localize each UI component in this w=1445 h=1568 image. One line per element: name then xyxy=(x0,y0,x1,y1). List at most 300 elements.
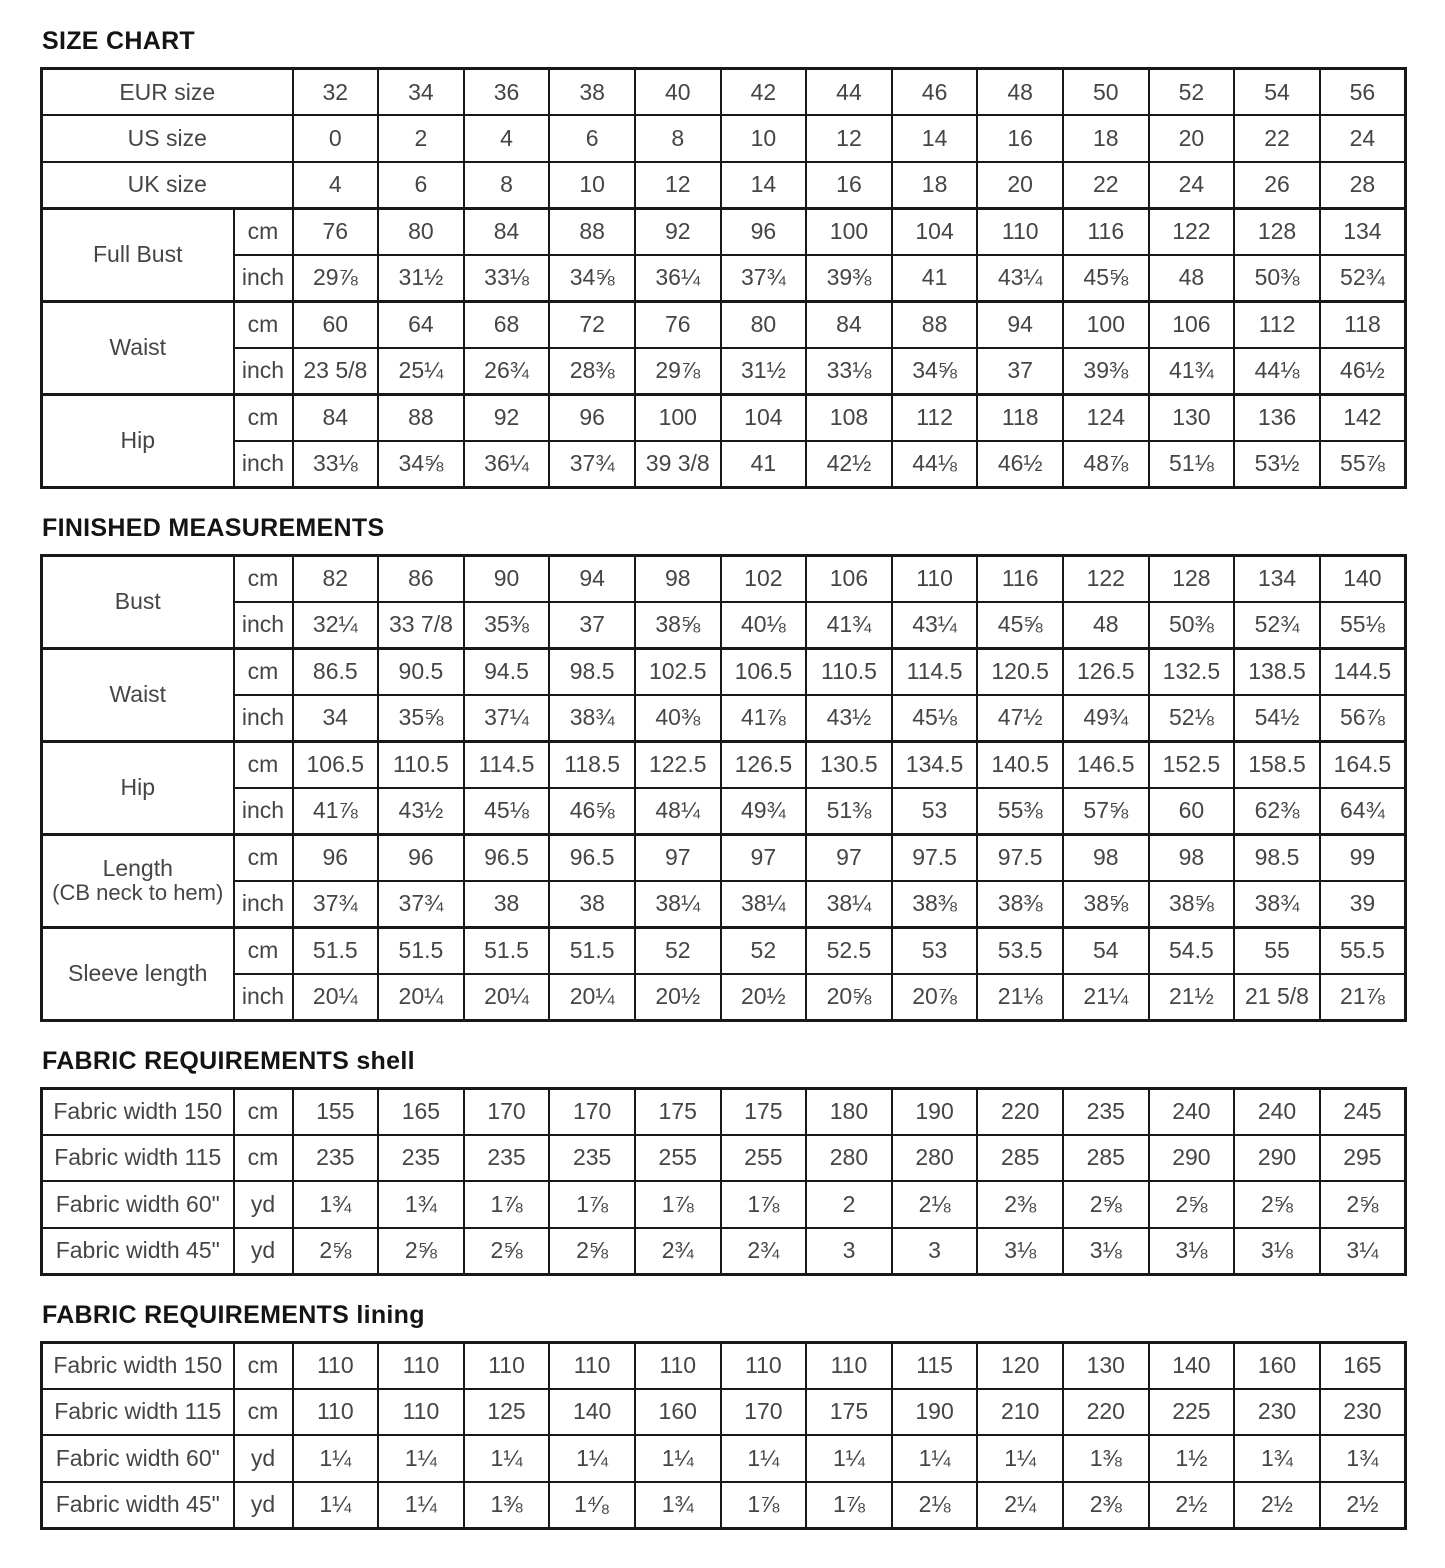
row-label: Waist xyxy=(42,301,234,394)
value-cell: 290 xyxy=(1149,1135,1235,1182)
value-cell: 110 xyxy=(977,208,1063,255)
value-cell: 280 xyxy=(892,1135,978,1182)
value-cell: 146.5 xyxy=(1063,741,1149,788)
value-cell: 43½ xyxy=(806,695,892,742)
value-cell: 3⅛ xyxy=(1234,1228,1320,1275)
table-row xyxy=(42,555,1406,602)
value-cell: 20 xyxy=(977,162,1063,209)
value-cell: 38 xyxy=(549,69,635,116)
value-cell: 97 xyxy=(635,834,721,881)
value-cell: 46 xyxy=(892,69,978,116)
value-cell: 36 xyxy=(464,69,550,116)
value-cell: 84 xyxy=(293,394,379,441)
value-cell: 1¼ xyxy=(378,1482,464,1529)
value-cell: 55.5 xyxy=(1320,927,1406,974)
value-cell: 170 xyxy=(464,1088,550,1135)
value-cell: 20½ xyxy=(635,974,721,1021)
value-cell: 38 xyxy=(464,881,550,928)
value-cell: 1¼ xyxy=(464,1435,550,1482)
value-cell: 44 xyxy=(806,69,892,116)
row-label: US size xyxy=(42,115,293,162)
fabric-shell-table xyxy=(40,1087,1407,1276)
value-cell: 18 xyxy=(892,162,978,209)
value-cell: 46⅝ xyxy=(549,788,635,835)
value-cell: 106 xyxy=(806,555,892,602)
value-cell: 52.5 xyxy=(806,927,892,974)
value-cell: 3 xyxy=(892,1228,978,1275)
row-label: Fabric width 115 xyxy=(42,1135,234,1182)
value-cell: 38⅜ xyxy=(892,881,978,928)
table-row xyxy=(42,1435,1406,1482)
value-cell: 160 xyxy=(635,1389,721,1436)
value-cell: 41¾ xyxy=(1149,348,1235,395)
value-cell: 34 xyxy=(378,69,464,116)
value-cell: 175 xyxy=(721,1088,807,1135)
value-cell: 118.5 xyxy=(549,741,635,788)
value-cell: 2⅛ xyxy=(892,1181,978,1228)
value-cell: 54.5 xyxy=(1149,927,1235,974)
value-cell: 20¼ xyxy=(378,974,464,1021)
section-fabric-requirements-lining xyxy=(40,1301,1407,1530)
value-cell: 53½ xyxy=(1234,441,1320,488)
value-cell: 140.5 xyxy=(977,741,1063,788)
value-cell: 20 xyxy=(1149,115,1235,162)
value-cell: 97 xyxy=(721,834,807,881)
value-cell: 97.5 xyxy=(977,834,1063,881)
value-cell: 3⅛ xyxy=(977,1228,1063,1275)
value-cell: 110 xyxy=(806,1342,892,1389)
value-cell: 24 xyxy=(1149,162,1235,209)
unit-label: cm xyxy=(234,555,293,602)
value-cell: 45⅝ xyxy=(1063,255,1149,302)
value-cell: 55 xyxy=(1234,927,1320,974)
value-cell: 1¼ xyxy=(977,1435,1063,1482)
value-cell: 116 xyxy=(1063,208,1149,255)
value-cell: 51⅜ xyxy=(806,788,892,835)
value-cell: 26 xyxy=(1234,162,1320,209)
unit-label: cm xyxy=(234,1389,293,1436)
value-cell: 33⅛ xyxy=(293,441,379,488)
value-cell: 50⅜ xyxy=(1234,255,1320,302)
unit-label: yd xyxy=(234,1228,293,1275)
value-cell: 0 xyxy=(293,115,379,162)
size-chart-heading: SIZE CHART xyxy=(42,27,195,55)
value-cell: 235 xyxy=(464,1135,550,1182)
value-cell: 92 xyxy=(635,208,721,255)
row-label: Fabric width 150 xyxy=(42,1088,234,1135)
table-row xyxy=(42,69,1406,116)
value-cell: 36¼ xyxy=(464,441,550,488)
row-label: Fabric width 150 xyxy=(42,1342,234,1389)
value-cell: 4 xyxy=(464,115,550,162)
value-cell: 94 xyxy=(549,555,635,602)
value-cell: 20¼ xyxy=(549,974,635,1021)
row-label: Full Bust xyxy=(42,208,234,301)
value-cell: 55⅜ xyxy=(977,788,1063,835)
value-cell: 112 xyxy=(892,394,978,441)
fabric-shell-heading: FABRIC REQUIREMENTS shell xyxy=(42,1046,415,1075)
value-cell: 23 5/8 xyxy=(293,348,379,395)
value-cell: 51.5 xyxy=(464,927,550,974)
value-cell: 1¾ xyxy=(293,1181,379,1228)
value-cell: 175 xyxy=(806,1389,892,1436)
value-cell: 1¼ xyxy=(293,1435,379,1482)
value-cell: 52¾ xyxy=(1320,255,1406,302)
table-row xyxy=(42,394,1406,441)
value-cell: 2⅝ xyxy=(378,1228,464,1275)
value-cell: 6 xyxy=(549,115,635,162)
value-cell: 120 xyxy=(977,1342,1063,1389)
value-cell: 35⅝ xyxy=(378,695,464,742)
value-cell: 1⅞ xyxy=(806,1482,892,1529)
value-cell: 42½ xyxy=(806,441,892,488)
value-cell: 36¼ xyxy=(635,255,721,302)
table-row xyxy=(42,1181,1406,1228)
table-row xyxy=(42,115,1406,162)
value-cell: 2⅝ xyxy=(293,1228,379,1275)
value-cell: 98 xyxy=(635,555,721,602)
value-cell: 29⅞ xyxy=(635,348,721,395)
value-cell: 16 xyxy=(977,115,1063,162)
value-cell: 134 xyxy=(1234,555,1320,602)
value-cell: 190 xyxy=(892,1088,978,1135)
value-cell: 41¾ xyxy=(806,602,892,649)
value-cell: 88 xyxy=(892,301,978,348)
unit-label: inch xyxy=(234,348,293,395)
value-cell: 37¾ xyxy=(549,441,635,488)
value-cell: 10 xyxy=(721,115,807,162)
value-cell: 2½ xyxy=(1149,1482,1235,1529)
value-cell: 115 xyxy=(892,1342,978,1389)
table-row xyxy=(42,255,1406,302)
value-cell: 134.5 xyxy=(892,741,978,788)
value-cell: 124 xyxy=(1063,394,1149,441)
value-cell: 130 xyxy=(1063,1342,1149,1389)
value-cell: 165 xyxy=(1320,1342,1406,1389)
value-cell: 82 xyxy=(293,555,379,602)
value-cell: 37 xyxy=(549,602,635,649)
value-cell: 68 xyxy=(464,301,550,348)
value-cell: 37¼ xyxy=(464,695,550,742)
value-cell: 2⅝ xyxy=(1149,1181,1235,1228)
value-cell: 12 xyxy=(635,162,721,209)
value-cell: 118 xyxy=(977,394,1063,441)
value-cell: 106.5 xyxy=(293,741,379,788)
row-label: Waist xyxy=(42,648,234,741)
size-chart-table xyxy=(40,67,1407,489)
value-cell: 76 xyxy=(635,301,721,348)
finished-measurements-heading: FINISHED MEASUREMENTS xyxy=(42,513,385,542)
value-cell: 40⅜ xyxy=(635,695,721,742)
value-cell: 1⅞ xyxy=(635,1181,721,1228)
value-cell: 1⅜ xyxy=(1063,1435,1149,1482)
value-cell: 53 xyxy=(892,927,978,974)
value-cell: 6 xyxy=(378,162,464,209)
value-cell: 118 xyxy=(1320,301,1406,348)
value-cell: 164.5 xyxy=(1320,741,1406,788)
table-row xyxy=(42,881,1406,928)
value-cell: 31½ xyxy=(378,255,464,302)
unit-label: inch xyxy=(234,881,293,928)
value-cell: 2⅛ xyxy=(892,1482,978,1529)
value-cell: 84 xyxy=(464,208,550,255)
table-row xyxy=(42,441,1406,488)
row-label: Fabric width 115 xyxy=(42,1389,234,1436)
row-label: Fabric width 60" xyxy=(42,1435,234,1482)
value-cell: 2⅝ xyxy=(1234,1181,1320,1228)
value-cell: 48 xyxy=(977,69,1063,116)
value-cell: 34⅝ xyxy=(892,348,978,395)
value-cell: 1⁴⁄₈ xyxy=(549,1482,635,1529)
value-cell: 20½ xyxy=(721,974,807,1021)
value-cell: 38¾ xyxy=(1234,881,1320,928)
value-cell: 41⅞ xyxy=(293,788,379,835)
value-cell: 38¼ xyxy=(721,881,807,928)
value-cell: 110 xyxy=(293,1342,379,1389)
value-cell: 126.5 xyxy=(1063,648,1149,695)
value-cell: 96 xyxy=(549,394,635,441)
value-cell: 4 xyxy=(293,162,379,209)
value-cell: 55⅛ xyxy=(1320,602,1406,649)
value-cell: 1½ xyxy=(1149,1435,1235,1482)
value-cell: 56⅞ xyxy=(1320,695,1406,742)
unit-label: cm xyxy=(234,1135,293,1182)
value-cell: 16 xyxy=(806,162,892,209)
value-cell: 47½ xyxy=(977,695,1063,742)
value-cell: 32¼ xyxy=(293,602,379,649)
value-cell: 46½ xyxy=(1320,348,1406,395)
value-cell: 1¾ xyxy=(378,1181,464,1228)
value-cell: 104 xyxy=(892,208,978,255)
value-cell: 110 xyxy=(549,1342,635,1389)
value-cell: 64¾ xyxy=(1320,788,1406,835)
value-cell: 98.5 xyxy=(549,648,635,695)
value-cell: 48 xyxy=(1063,602,1149,649)
value-cell: 155 xyxy=(293,1088,379,1135)
value-cell: 3⅛ xyxy=(1149,1228,1235,1275)
value-cell: 125 xyxy=(464,1389,550,1436)
value-cell: 37¾ xyxy=(293,881,379,928)
value-cell: 44⅛ xyxy=(892,441,978,488)
value-cell: 14 xyxy=(892,115,978,162)
value-cell: 1¼ xyxy=(806,1435,892,1482)
value-cell: 38¼ xyxy=(806,881,892,928)
value-cell: 110 xyxy=(378,1389,464,1436)
unit-label: cm xyxy=(234,834,293,881)
unit-label: yd xyxy=(234,1181,293,1228)
value-cell: 142 xyxy=(1320,394,1406,441)
value-cell: 295 xyxy=(1320,1135,1406,1182)
value-cell: 38 xyxy=(549,881,635,928)
value-cell: 96 xyxy=(293,834,379,881)
value-cell: 1⅜ xyxy=(464,1482,550,1529)
value-cell: 43¼ xyxy=(977,255,1063,302)
value-cell: 175 xyxy=(635,1088,721,1135)
value-cell: 100 xyxy=(1063,301,1149,348)
unit-label: cm xyxy=(234,394,293,441)
value-cell: 8 xyxy=(464,162,550,209)
value-cell: 94.5 xyxy=(464,648,550,695)
value-cell: 34 xyxy=(293,695,379,742)
section-size-chart xyxy=(40,27,1407,489)
value-cell: 2⅜ xyxy=(1063,1482,1149,1529)
value-cell: 21½ xyxy=(1149,974,1235,1021)
value-cell: 35⅜ xyxy=(464,602,550,649)
table-row xyxy=(42,927,1406,974)
value-cell: 12 xyxy=(806,115,892,162)
value-cell: 22 xyxy=(1234,115,1320,162)
value-cell: 20¼ xyxy=(293,974,379,1021)
value-cell: 20⅝ xyxy=(806,974,892,1021)
value-cell: 110.5 xyxy=(806,648,892,695)
value-cell: 21 5/8 xyxy=(1234,974,1320,1021)
value-cell: 80 xyxy=(378,208,464,255)
value-cell: 41 xyxy=(721,441,807,488)
value-cell: 240 xyxy=(1149,1088,1235,1135)
value-cell: 144.5 xyxy=(1320,648,1406,695)
value-cell: 52¾ xyxy=(1234,602,1320,649)
value-cell: 235 xyxy=(378,1135,464,1182)
value-cell: 39 3/8 xyxy=(635,441,721,488)
value-cell: 21⅛ xyxy=(977,974,1063,1021)
table-row xyxy=(42,301,1406,348)
value-cell: 20⅞ xyxy=(892,974,978,1021)
value-cell: 3 xyxy=(806,1228,892,1275)
value-cell: 96.5 xyxy=(549,834,635,881)
value-cell: 50 xyxy=(1063,69,1149,116)
value-cell: 41⅞ xyxy=(721,695,807,742)
value-cell: 26¾ xyxy=(464,348,550,395)
value-cell: 42 xyxy=(721,69,807,116)
unit-label: inch xyxy=(234,974,293,1021)
value-cell: 106.5 xyxy=(721,648,807,695)
value-cell: 84 xyxy=(806,301,892,348)
value-cell: 40 xyxy=(635,69,721,116)
value-cell: 1¼ xyxy=(721,1435,807,1482)
value-cell: 170 xyxy=(549,1088,635,1135)
value-cell: 60 xyxy=(1149,788,1235,835)
value-cell: 235 xyxy=(549,1135,635,1182)
table-row xyxy=(42,1389,1406,1436)
value-cell: 48 xyxy=(1149,255,1235,302)
row-label: Fabric width 45" xyxy=(42,1228,234,1275)
row-label: EUR size xyxy=(42,69,293,116)
value-cell: 52 xyxy=(1149,69,1235,116)
value-cell: 2 xyxy=(806,1181,892,1228)
value-cell: 110.5 xyxy=(378,741,464,788)
value-cell: 53.5 xyxy=(977,927,1063,974)
value-cell: 1⅞ xyxy=(721,1181,807,1228)
value-cell: 2 xyxy=(378,115,464,162)
value-cell: 1⅞ xyxy=(549,1181,635,1228)
value-cell: 255 xyxy=(635,1135,721,1182)
value-cell: 52⅛ xyxy=(1149,695,1235,742)
value-cell: 48¼ xyxy=(635,788,721,835)
table-row xyxy=(42,834,1406,881)
value-cell: 51.5 xyxy=(378,927,464,974)
value-cell: 38⅝ xyxy=(1149,881,1235,928)
value-cell: 132.5 xyxy=(1149,648,1235,695)
value-cell: 122 xyxy=(1063,555,1149,602)
table-row xyxy=(42,1482,1406,1529)
unit-label: yd xyxy=(234,1435,293,1482)
value-cell: 140 xyxy=(549,1389,635,1436)
value-cell: 1¼ xyxy=(549,1435,635,1482)
value-cell: 180 xyxy=(806,1088,892,1135)
value-cell: 44⅛ xyxy=(1234,348,1320,395)
value-cell: 104 xyxy=(721,394,807,441)
table-row xyxy=(42,788,1406,835)
value-cell: 134 xyxy=(1320,208,1406,255)
row-label: UK size xyxy=(42,162,293,209)
value-cell: 10 xyxy=(549,162,635,209)
value-cell: 225 xyxy=(1149,1389,1235,1436)
value-cell: 2⅝ xyxy=(464,1228,550,1275)
value-cell: 220 xyxy=(1063,1389,1149,1436)
value-cell: 102 xyxy=(721,555,807,602)
value-cell: 100 xyxy=(635,394,721,441)
value-cell: 90 xyxy=(464,555,550,602)
value-cell: 72 xyxy=(549,301,635,348)
row-label: Sleeve length xyxy=(42,927,234,1020)
value-cell: 210 xyxy=(977,1389,1063,1436)
value-cell: 100 xyxy=(806,208,892,255)
value-cell: 33⅛ xyxy=(806,348,892,395)
value-cell: 38¼ xyxy=(635,881,721,928)
unit-label: cm xyxy=(234,1342,293,1389)
fabric-lining-heading: FABRIC REQUIREMENTS lining xyxy=(42,1300,425,1329)
value-cell: 48⅞ xyxy=(1063,441,1149,488)
value-cell: 2⅝ xyxy=(1320,1181,1406,1228)
value-cell: 1⅞ xyxy=(721,1482,807,1529)
value-cell: 55⅞ xyxy=(1320,441,1406,488)
value-cell: 50⅜ xyxy=(1149,602,1235,649)
value-cell: 285 xyxy=(1063,1135,1149,1182)
table-row xyxy=(42,1342,1406,1389)
fabric-lining-table xyxy=(40,1341,1407,1530)
unit-label: cm xyxy=(234,927,293,974)
value-cell: 51.5 xyxy=(293,927,379,974)
value-cell: 37¾ xyxy=(721,255,807,302)
value-cell: 40⅛ xyxy=(721,602,807,649)
value-cell: 54½ xyxy=(1234,695,1320,742)
value-cell: 98 xyxy=(1149,834,1235,881)
value-cell: 112 xyxy=(1234,301,1320,348)
value-cell: 39⅜ xyxy=(1063,348,1149,395)
unit-label: inch xyxy=(234,255,293,302)
value-cell: 170 xyxy=(721,1389,807,1436)
value-cell: 122.5 xyxy=(635,741,721,788)
value-cell: 1¾ xyxy=(1320,1435,1406,1482)
value-cell: 88 xyxy=(549,208,635,255)
row-label: Fabric width 60" xyxy=(42,1181,234,1228)
value-cell: 2½ xyxy=(1234,1482,1320,1529)
value-cell: 110 xyxy=(892,555,978,602)
value-cell: 37 xyxy=(977,348,1063,395)
value-cell: 120.5 xyxy=(977,648,1063,695)
value-cell: 126.5 xyxy=(721,741,807,788)
value-cell: 92 xyxy=(464,394,550,441)
unit-label: inch xyxy=(234,441,293,488)
value-cell: 45⅛ xyxy=(464,788,550,835)
value-cell: 22 xyxy=(1063,162,1149,209)
value-cell: 41 xyxy=(892,255,978,302)
table-row xyxy=(42,648,1406,695)
value-cell: 140 xyxy=(1149,1342,1235,1389)
value-cell: 14 xyxy=(721,162,807,209)
row-label: Fabric width 45" xyxy=(42,1482,234,1529)
value-cell: 99 xyxy=(1320,834,1406,881)
